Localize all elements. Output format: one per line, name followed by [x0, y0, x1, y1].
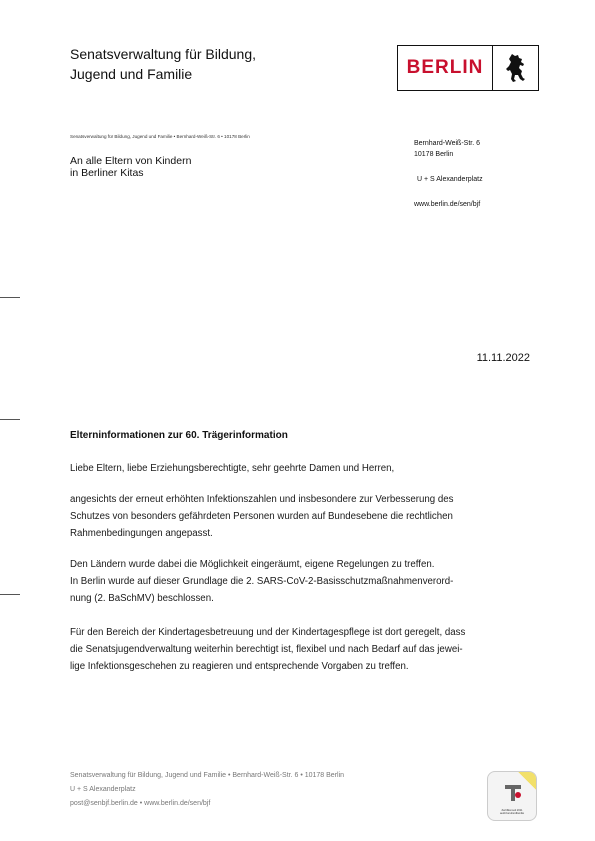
paragraph-line: In Berlin wurde auf dieser Grundlage die 2. SARS-CoV-2-Basisschutzmaßnahmenverord-	[70, 576, 454, 587]
paragraph-line: nung (2. BaSchMV) beschlossen.	[70, 593, 214, 604]
footer-email-web: post@senbjf.berlin.de • www.berlin.de/sen/bjf	[70, 800, 211, 807]
berlin-logo-text: BERLIN	[398, 46, 493, 90]
seal-line-1: Zertifikat seit 2011	[501, 809, 523, 812]
contact-city: 10178 Berlin	[414, 151, 454, 158]
sender-line-2: Jugend und Familie	[70, 66, 193, 82]
paragraph-line: Rahmenbedingungen angepasst.	[70, 528, 213, 539]
paragraph-line: lige Infektionsgeschehen zu reagieren und entsprechende Vorgaben zu treffen.	[70, 661, 409, 672]
seal-line-2: audit berufundfamilie	[499, 812, 525, 815]
audit-seal	[487, 771, 537, 821]
contact-transit: U + S Alexanderplatz	[417, 176, 483, 183]
paragraph-3	[70, 624, 542, 675]
fold-mark-top	[0, 297, 20, 298]
paragraph-1	[70, 491, 542, 542]
recipient-address	[70, 155, 191, 179]
berlin-logo	[397, 45, 539, 91]
sender-title	[70, 44, 256, 84]
letter-subject: Elterninformationen zur 60. Trägerinformation	[70, 430, 288, 441]
footer-line-2: U + S Alexanderplatz	[70, 786, 136, 793]
greeting-text: Liebe Eltern, liebe Erziehungsberechtigte, sehr geehrte Damen und Herren,	[70, 463, 395, 474]
bear-icon	[493, 46, 538, 90]
punch-mark	[0, 419, 20, 420]
paragraph-line: die Senatsjugendverwaltung weiterhin berechtigt ist, flexibel und nach Bedarf auf das jewei-	[70, 644, 463, 655]
paragraph-2	[70, 556, 542, 607]
footer-line-1: Senatsverwaltung für Bildung, Jugend und Familie • Bernhard-Weiß-Str. 6 • 10178 Berlin	[70, 772, 345, 779]
return-address: Senatsverwaltung für Bildung, Jugend und Familie • Bernhard-Weiß-Str. 6 • 10178 Berlin	[70, 134, 250, 139]
fold-mark-bottom	[0, 594, 20, 595]
paragraph-line: angesichts der erneut erhöhten Infektionszahlen und insbesondere zur Verbesserung des	[70, 494, 454, 505]
recipient-line-2: in Berliner Kitas	[70, 167, 144, 179]
contact-street: Bernhard-Weiß-Str. 6	[414, 140, 481, 147]
paragraph-line: Für den Bereich der Kindertagesbetreuung und der Kindertagespflege ist dort geregelt, dass	[70, 627, 466, 638]
recipient-line-1: An alle Eltern von Kindern	[70, 155, 192, 167]
greeting	[70, 460, 542, 477]
letter-date: 11.11.2022	[476, 352, 530, 364]
contact-web: www.berlin.de/sen/bjf	[414, 201, 481, 208]
sender-line-1: Senatsverwaltung für Bildung,	[70, 46, 256, 62]
paragraph-line: Den Ländern wurde dabei die Möglichkeit eingeräumt, eigene Regelungen zu treffen.	[70, 559, 435, 570]
seal-text	[488, 809, 536, 815]
audit-logo-icon	[502, 781, 524, 803]
paragraph-line: Schutzes von besonders gefährdeten Personen wurden auf Bundesebene die rechtlichen	[70, 511, 453, 522]
